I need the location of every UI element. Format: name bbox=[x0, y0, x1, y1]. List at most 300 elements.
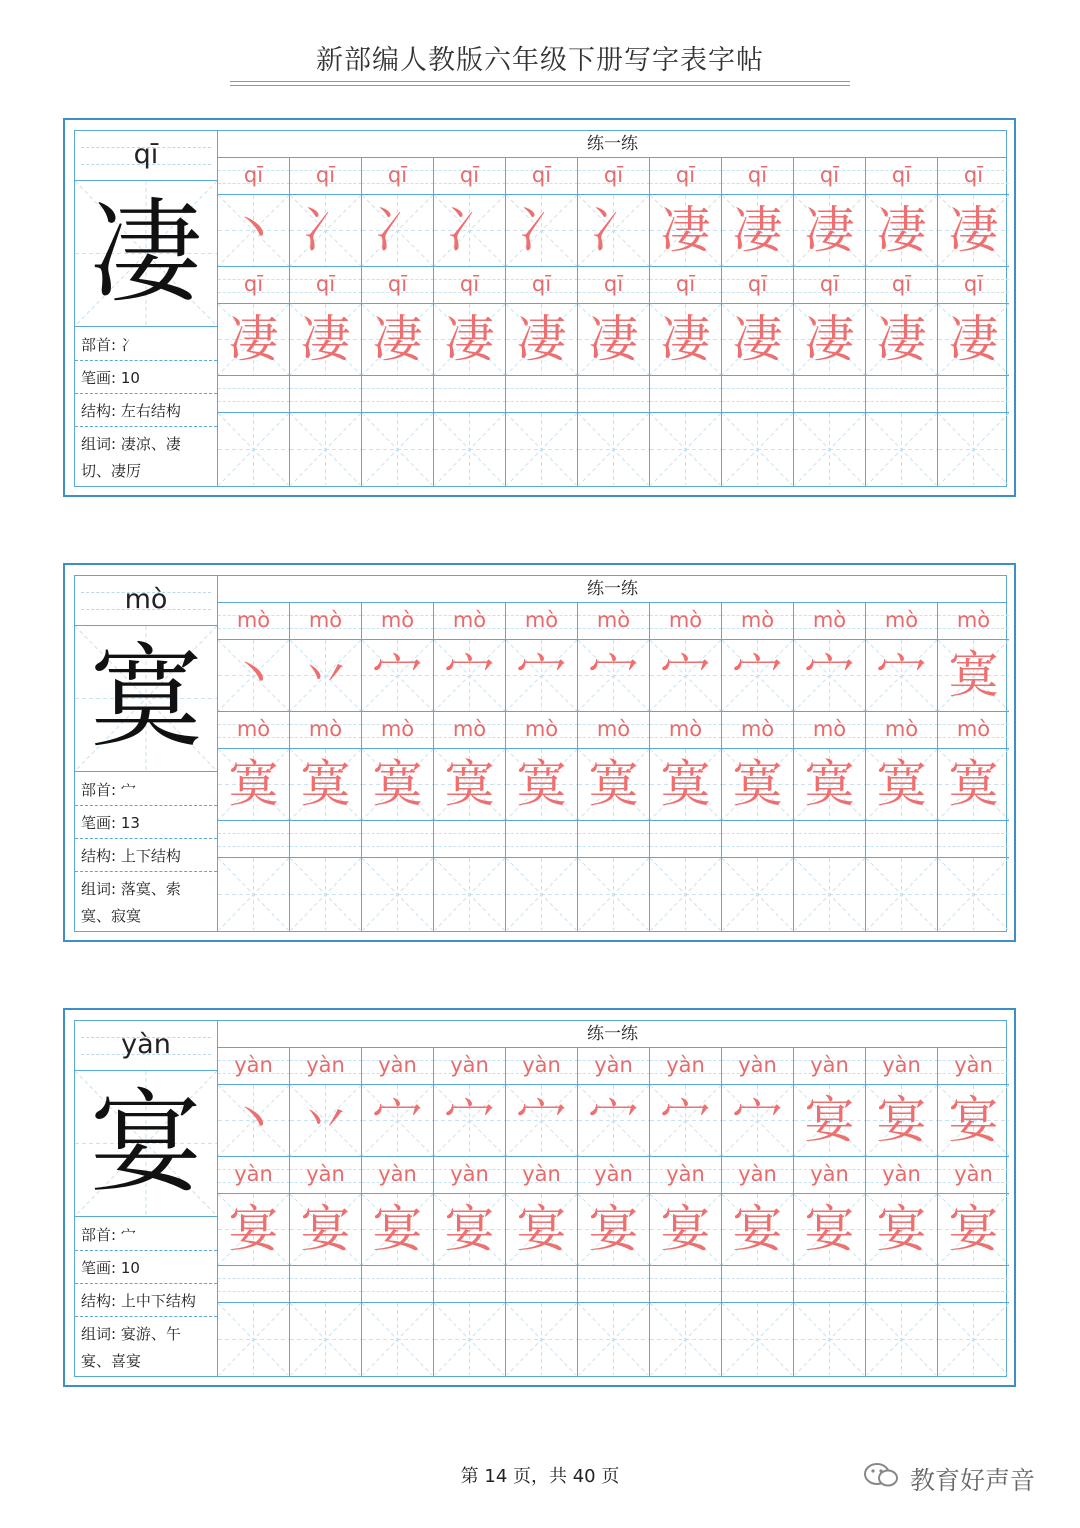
blank-writing-cell[interactable] bbox=[722, 858, 793, 930]
pinyin-text: qī bbox=[891, 272, 912, 296]
stroke-order-cell bbox=[722, 195, 793, 267]
mi-grid-guide bbox=[938, 858, 1009, 930]
pinyin-cell bbox=[578, 603, 649, 640]
pinyin-cell bbox=[434, 158, 505, 195]
trace-char: 寞 bbox=[732, 755, 783, 813]
stroke-order-cell bbox=[650, 195, 721, 267]
pinyin-cell bbox=[218, 1048, 289, 1085]
pinyin-guide-line bbox=[650, 846, 721, 847]
practice-column bbox=[650, 1048, 722, 1376]
stroke-order-cell bbox=[722, 1085, 793, 1157]
mi-grid-guide bbox=[218, 413, 289, 485]
mi-grid-guide bbox=[938, 413, 1009, 485]
words-info bbox=[81, 433, 181, 454]
pinyin-text: yàn bbox=[234, 1053, 273, 1077]
trace-cell bbox=[362, 1194, 433, 1266]
trace-cell bbox=[650, 304, 721, 376]
trace-cell bbox=[218, 1194, 289, 1266]
trace-cell bbox=[506, 749, 577, 821]
trace-char: 宴 bbox=[300, 1200, 351, 1258]
blank-pinyin-cell[interactable] bbox=[506, 821, 577, 858]
pinyin-text: yàn bbox=[522, 1162, 561, 1186]
blank-pinyin-cell[interactable] bbox=[218, 376, 289, 413]
blank-writing-cell[interactable] bbox=[938, 413, 1009, 485]
blank-writing-cell[interactable] bbox=[434, 413, 505, 485]
pinyin-guide-line bbox=[506, 401, 577, 402]
trace-cell bbox=[578, 1194, 649, 1266]
blank-pinyin-cell[interactable] bbox=[434, 1266, 505, 1303]
pinyin-guide-line bbox=[866, 833, 937, 834]
stroke-order-cell bbox=[938, 1085, 1009, 1157]
blank-writing-cell[interactable] bbox=[578, 1303, 649, 1375]
pinyin-text: mò bbox=[740, 717, 775, 741]
pinyin-guide-line bbox=[938, 1278, 1009, 1279]
trace-char: 宴 bbox=[876, 1200, 927, 1258]
pinyin-text: yàn bbox=[810, 1053, 849, 1077]
blank-pinyin-cell[interactable] bbox=[434, 376, 505, 413]
pinyin-text: mò bbox=[956, 608, 991, 632]
blank-writing-cell[interactable] bbox=[722, 1303, 793, 1375]
pinyin-text: yàn bbox=[378, 1162, 417, 1186]
mi-grid-guide bbox=[578, 858, 649, 930]
trace-char: 寞 bbox=[444, 755, 495, 813]
pinyin-guide-line bbox=[722, 846, 793, 847]
pinyin-text: qī bbox=[531, 272, 552, 296]
pinyin-guide-line bbox=[290, 1291, 361, 1292]
blank-pinyin-cell[interactable] bbox=[362, 821, 433, 858]
pinyin-cell bbox=[218, 603, 289, 640]
pinyin-guide-line bbox=[578, 401, 649, 402]
trace-cell bbox=[578, 304, 649, 376]
page-title: 新部编人教版六年级下册写字表字帖 bbox=[316, 45, 764, 76]
blank-writing-cell[interactable] bbox=[866, 413, 937, 485]
blank-writing-cell[interactable] bbox=[434, 858, 505, 930]
blank-pinyin-cell[interactable] bbox=[794, 1266, 865, 1303]
pinyin-text: yàn bbox=[882, 1053, 921, 1077]
card-inner bbox=[74, 130, 1007, 487]
blank-writing-cell[interactable] bbox=[434, 1303, 505, 1375]
blank-writing-cell[interactable] bbox=[578, 413, 649, 485]
pinyin-guide-line bbox=[578, 1278, 649, 1279]
mi-grid-guide bbox=[866, 413, 937, 485]
blank-writing-cell[interactable] bbox=[290, 413, 361, 485]
pinyin-guide-line bbox=[434, 388, 505, 389]
stroke-order-char: 宀 bbox=[444, 1091, 495, 1149]
trace-char: 凄 bbox=[588, 310, 639, 368]
practice-column bbox=[938, 158, 1007, 486]
mi-grid-guide bbox=[506, 413, 577, 485]
stroke-order-cell bbox=[938, 640, 1009, 712]
pinyin-guide-line bbox=[290, 846, 361, 847]
pinyin-cell bbox=[650, 1048, 721, 1085]
stroke-count-info-value: 10 bbox=[120, 369, 140, 387]
pinyin-text: yàn bbox=[666, 1162, 705, 1186]
blank-pinyin-cell[interactable] bbox=[290, 376, 361, 413]
stroke-order-char: 宀 bbox=[588, 646, 639, 704]
blank-writing-cell[interactable] bbox=[938, 1303, 1009, 1375]
stroke-count-info-value: 13 bbox=[120, 814, 140, 832]
stroke-order-cell bbox=[362, 195, 433, 267]
trace-cell bbox=[218, 749, 289, 821]
mi-grid-guide bbox=[866, 1303, 937, 1375]
practice-column bbox=[218, 1048, 290, 1376]
trace-char: 凄 bbox=[660, 310, 711, 368]
pinyin-text: qī bbox=[315, 163, 336, 187]
radical-info-label: 部首: bbox=[81, 781, 121, 799]
blank-pinyin-cell[interactable] bbox=[506, 376, 577, 413]
trace-cell bbox=[866, 1194, 937, 1266]
blank-writing-cell[interactable] bbox=[866, 858, 937, 930]
mi-grid-guide bbox=[866, 858, 937, 930]
stroke-order-cell bbox=[578, 195, 649, 267]
pinyin-guide-line bbox=[290, 401, 361, 402]
trace-cell bbox=[794, 749, 865, 821]
structure-info bbox=[81, 845, 181, 866]
trace-cell bbox=[722, 749, 793, 821]
stroke-order-cell bbox=[290, 640, 361, 712]
blank-pinyin-cell[interactable] bbox=[650, 376, 721, 413]
stroke-order-char: 冫 bbox=[588, 201, 639, 259]
blank-pinyin-cell[interactable] bbox=[722, 1266, 793, 1303]
trace-char: 寞 bbox=[804, 755, 855, 813]
stroke-order-char: 宀 bbox=[876, 646, 927, 704]
blank-pinyin-cell[interactable] bbox=[938, 1266, 1009, 1303]
pinyin-guide-line bbox=[938, 401, 1009, 402]
radical-info bbox=[81, 334, 136, 355]
stroke-order-char: 凄 bbox=[804, 201, 855, 259]
pinyin-guide-line bbox=[506, 846, 577, 847]
pinyin-cell bbox=[866, 1157, 937, 1194]
info-separator bbox=[75, 1250, 217, 1251]
pinyin-cell bbox=[794, 1048, 865, 1085]
blank-writing-cell[interactable] bbox=[218, 858, 289, 930]
words-info bbox=[81, 878, 181, 899]
pinyin-guide-line bbox=[362, 1278, 433, 1279]
pinyin-guide-line bbox=[218, 388, 289, 389]
words-info bbox=[81, 1323, 181, 1344]
radical-info-label: 部首: bbox=[81, 1226, 121, 1244]
stroke-order-char: 丷 bbox=[300, 1091, 351, 1149]
pinyin-guide-line bbox=[938, 833, 1009, 834]
pinyin-guide-line bbox=[650, 1291, 721, 1292]
stroke-order-cell bbox=[434, 640, 505, 712]
blank-pinyin-cell[interactable] bbox=[434, 821, 505, 858]
pinyin-cell bbox=[866, 1048, 937, 1085]
trace-char: 凄 bbox=[732, 310, 783, 368]
blank-writing-cell[interactable] bbox=[506, 413, 577, 485]
blank-writing-cell[interactable] bbox=[650, 413, 721, 485]
blank-writing-cell[interactable] bbox=[650, 858, 721, 930]
mi-grid-guide bbox=[578, 1303, 649, 1375]
structure-info bbox=[81, 400, 181, 421]
pinyin-guide-line bbox=[650, 833, 721, 834]
pinyin-text: mò bbox=[380, 717, 415, 741]
pinyin-guide-line bbox=[722, 388, 793, 389]
practice-column bbox=[578, 1048, 650, 1376]
stroke-order-cell bbox=[650, 1085, 721, 1157]
blank-pinyin-cell[interactable] bbox=[650, 1266, 721, 1303]
pinyin-cell bbox=[290, 712, 361, 749]
info-separator bbox=[75, 360, 217, 361]
blank-pinyin-cell[interactable] bbox=[722, 821, 793, 858]
practice-column bbox=[866, 603, 938, 931]
blank-writing-cell[interactable] bbox=[290, 1303, 361, 1375]
blank-pinyin-cell[interactable] bbox=[290, 821, 361, 858]
pinyin-text: yàn bbox=[378, 1053, 417, 1077]
pinyin-text: qī bbox=[675, 163, 696, 187]
blank-pinyin-cell[interactable] bbox=[218, 821, 289, 858]
mi-grid-guide bbox=[218, 1303, 289, 1375]
pinyin-text: qī bbox=[603, 272, 624, 296]
blank-pinyin-cell[interactable] bbox=[362, 1266, 433, 1303]
blank-writing-cell[interactable] bbox=[218, 413, 289, 485]
pinyin-text: yàn bbox=[666, 1053, 705, 1077]
pinyin-text: mò bbox=[524, 717, 559, 741]
trace-cell bbox=[938, 749, 1009, 821]
stroke-order-cell bbox=[506, 195, 577, 267]
stroke-order-cell bbox=[722, 640, 793, 712]
pinyin-cell bbox=[362, 267, 433, 304]
practice-column bbox=[794, 158, 866, 486]
blank-writing-cell[interactable] bbox=[218, 1303, 289, 1375]
blank-pinyin-cell[interactable] bbox=[938, 376, 1009, 413]
trace-cell bbox=[866, 749, 937, 821]
pinyin-cell bbox=[578, 1157, 649, 1194]
pinyin-guide-line bbox=[290, 1278, 361, 1279]
blank-writing-cell[interactable] bbox=[866, 1303, 937, 1375]
trace-cell bbox=[866, 304, 937, 376]
practice-column bbox=[650, 158, 722, 486]
main-pinyin-text: mò bbox=[124, 584, 168, 615]
stroke-order-cell bbox=[866, 640, 937, 712]
pinyin-guide-line bbox=[218, 833, 289, 834]
pinyin-text: yàn bbox=[738, 1162, 777, 1186]
blank-writing-cell[interactable] bbox=[722, 413, 793, 485]
structure-info bbox=[81, 1290, 196, 1311]
title-underline bbox=[230, 81, 850, 82]
mi-grid-guide bbox=[290, 858, 361, 930]
structure-info-value: 上中下结构 bbox=[120, 1292, 196, 1310]
trace-char: 寞 bbox=[516, 755, 567, 813]
radical-info-value: 宀 bbox=[120, 1226, 136, 1244]
pinyin-guide-line bbox=[650, 401, 721, 402]
pinyin-text: yàn bbox=[450, 1053, 489, 1077]
stroke-order-char: 宀 bbox=[444, 646, 495, 704]
pinyin-guide-line bbox=[218, 1291, 289, 1292]
trace-cell bbox=[434, 304, 505, 376]
blank-writing-cell[interactable] bbox=[506, 1303, 577, 1375]
mi-grid-guide bbox=[650, 413, 721, 485]
blank-writing-cell[interactable] bbox=[938, 858, 1009, 930]
pinyin-cell bbox=[722, 603, 793, 640]
pinyin-cell bbox=[434, 267, 505, 304]
trace-cell bbox=[506, 304, 577, 376]
main-pinyin-text: yàn bbox=[121, 1029, 171, 1060]
pinyin-text: yàn bbox=[522, 1053, 561, 1077]
stroke-order-char: 宴 bbox=[876, 1091, 927, 1149]
blank-pinyin-cell[interactable] bbox=[362, 376, 433, 413]
practice-column bbox=[434, 603, 506, 931]
blank-pinyin-cell[interactable] bbox=[578, 1266, 649, 1303]
practice-column bbox=[578, 158, 650, 486]
blank-writing-cell[interactable] bbox=[362, 858, 433, 930]
pinyin-guide-line bbox=[794, 388, 865, 389]
practice-grid bbox=[218, 131, 1007, 486]
trace-char: 寞 bbox=[228, 755, 279, 813]
practice-column bbox=[794, 1048, 866, 1376]
practice-grid bbox=[218, 1021, 1007, 1376]
pinyin-guide-line bbox=[578, 1291, 649, 1292]
blank-pinyin-cell[interactable] bbox=[866, 376, 937, 413]
mi-grid-guide bbox=[362, 1303, 433, 1375]
structure-info-value: 左右结构 bbox=[120, 402, 181, 420]
mi-grid-guide bbox=[290, 1303, 361, 1375]
pinyin-guide-line bbox=[650, 1278, 721, 1279]
stroke-count-info bbox=[81, 367, 140, 388]
blank-pinyin-cell[interactable] bbox=[506, 1266, 577, 1303]
stroke-order-char: 冫 bbox=[444, 201, 495, 259]
pinyin-guide-line bbox=[362, 1291, 433, 1292]
blank-pinyin-cell[interactable] bbox=[866, 1266, 937, 1303]
pinyin-text: yàn bbox=[882, 1162, 921, 1186]
pinyin-cell bbox=[722, 267, 793, 304]
practice-column bbox=[578, 603, 650, 931]
pinyin-text: yàn bbox=[450, 1162, 489, 1186]
pinyin-text: mò bbox=[740, 608, 775, 632]
pinyin-guide-line bbox=[794, 401, 865, 402]
pinyin-guide-line bbox=[218, 846, 289, 847]
pinyin-text: mò bbox=[596, 717, 631, 741]
pinyin-guide-line bbox=[578, 833, 649, 834]
trace-char: 凄 bbox=[948, 310, 999, 368]
blank-pinyin-cell[interactable] bbox=[290, 1266, 361, 1303]
pinyin-text: mò bbox=[308, 717, 343, 741]
pinyin-text: mò bbox=[236, 608, 271, 632]
pinyin-text: qī bbox=[819, 272, 840, 296]
stroke-order-char: 宀 bbox=[732, 646, 783, 704]
stroke-order-cell bbox=[506, 640, 577, 712]
trace-char: 寞 bbox=[660, 755, 711, 813]
pinyin-cell bbox=[650, 267, 721, 304]
trace-cell bbox=[938, 304, 1009, 376]
mi-grid-guide bbox=[722, 413, 793, 485]
blank-pinyin-cell[interactable] bbox=[794, 376, 865, 413]
blank-pinyin-cell[interactable] bbox=[938, 821, 1009, 858]
info-separator bbox=[75, 838, 217, 839]
blank-writing-cell[interactable] bbox=[578, 858, 649, 930]
trace-char: 凄 bbox=[876, 310, 927, 368]
trace-char: 凄 bbox=[228, 310, 279, 368]
char-info-panel bbox=[75, 1021, 218, 1376]
pinyin-cell bbox=[866, 267, 937, 304]
practice-header: 练一练 bbox=[218, 131, 1007, 158]
pinyin-guide-line bbox=[722, 1291, 793, 1292]
pinyin-text: qī bbox=[459, 163, 480, 187]
pinyin-guide-line bbox=[506, 1278, 577, 1279]
blank-writing-cell[interactable] bbox=[362, 413, 433, 485]
radical-info-value: 宀 bbox=[120, 781, 136, 799]
trace-char: 寞 bbox=[948, 755, 999, 813]
pinyin-cell bbox=[290, 603, 361, 640]
pinyin-cell bbox=[290, 1157, 361, 1194]
mi-grid-guide bbox=[794, 413, 865, 485]
trace-cell bbox=[578, 749, 649, 821]
trace-char: 寞 bbox=[300, 755, 351, 813]
practice-column bbox=[722, 158, 794, 486]
practice-grid bbox=[218, 576, 1007, 931]
blank-writing-cell[interactable] bbox=[362, 1303, 433, 1375]
blank-writing-cell[interactable] bbox=[506, 858, 577, 930]
pinyin-guide-line bbox=[938, 846, 1009, 847]
mi-grid-guide bbox=[290, 413, 361, 485]
pinyin-text: yàn bbox=[810, 1162, 849, 1186]
stroke-order-char: 宀 bbox=[372, 646, 423, 704]
stroke-order-cell bbox=[578, 640, 649, 712]
words-value-line1: 凄凉、凄 bbox=[120, 435, 181, 453]
mi-grid-guide bbox=[722, 858, 793, 930]
pinyin-cell bbox=[290, 1048, 361, 1085]
stroke-order-cell bbox=[866, 195, 937, 267]
pinyin-guide-line bbox=[938, 1291, 1009, 1292]
words-value-line2: 宴、喜宴 bbox=[81, 1352, 142, 1370]
stroke-order-cell bbox=[362, 640, 433, 712]
blank-pinyin-cell[interactable] bbox=[794, 821, 865, 858]
blank-writing-cell[interactable] bbox=[794, 413, 865, 485]
pinyin-text: qī bbox=[675, 272, 696, 296]
practice-column bbox=[290, 603, 362, 931]
blank-pinyin-cell[interactable] bbox=[866, 821, 937, 858]
pinyin-guide-line bbox=[434, 846, 505, 847]
mi-grid-guide bbox=[794, 858, 865, 930]
pinyin-cell bbox=[506, 1048, 577, 1085]
blank-pinyin-cell[interactable] bbox=[218, 1266, 289, 1303]
practice-column bbox=[218, 603, 290, 931]
pinyin-guide-line bbox=[362, 833, 433, 834]
blank-writing-cell[interactable] bbox=[794, 1303, 865, 1375]
blank-pinyin-cell[interactable] bbox=[650, 821, 721, 858]
stroke-order-char: 凄 bbox=[660, 201, 711, 259]
blank-writing-cell[interactable] bbox=[290, 858, 361, 930]
pinyin-cell bbox=[650, 712, 721, 749]
mi-grid-guide bbox=[434, 413, 505, 485]
blank-pinyin-cell[interactable] bbox=[578, 821, 649, 858]
blank-pinyin-cell[interactable] bbox=[578, 376, 649, 413]
card-inner bbox=[74, 575, 1007, 932]
pinyin-cell bbox=[362, 1157, 433, 1194]
mi-grid-guide bbox=[938, 1303, 1009, 1375]
pinyin-cell bbox=[362, 1048, 433, 1085]
mi-grid-guide bbox=[362, 413, 433, 485]
pinyin-cell bbox=[290, 267, 361, 304]
trace-char: 寞 bbox=[372, 755, 423, 813]
mi-grid-guide bbox=[650, 1303, 721, 1375]
practice-column bbox=[362, 158, 434, 486]
pinyin-guide-line bbox=[794, 1278, 865, 1279]
trace-char: 寞 bbox=[588, 755, 639, 813]
trace-char: 宴 bbox=[444, 1200, 495, 1258]
pinyin-text: mò bbox=[812, 717, 847, 741]
pinyin-text: qī bbox=[387, 272, 408, 296]
main-character: 宴 bbox=[90, 1078, 202, 1208]
blank-pinyin-cell[interactable] bbox=[722, 376, 793, 413]
pinyin-guide-line bbox=[794, 1291, 865, 1292]
pinyin-text: qī bbox=[387, 163, 408, 187]
trace-cell bbox=[362, 304, 433, 376]
practice-column bbox=[362, 1048, 434, 1376]
trace-cell bbox=[434, 749, 505, 821]
blank-writing-cell[interactable] bbox=[794, 858, 865, 930]
blank-writing-cell[interactable] bbox=[650, 1303, 721, 1375]
